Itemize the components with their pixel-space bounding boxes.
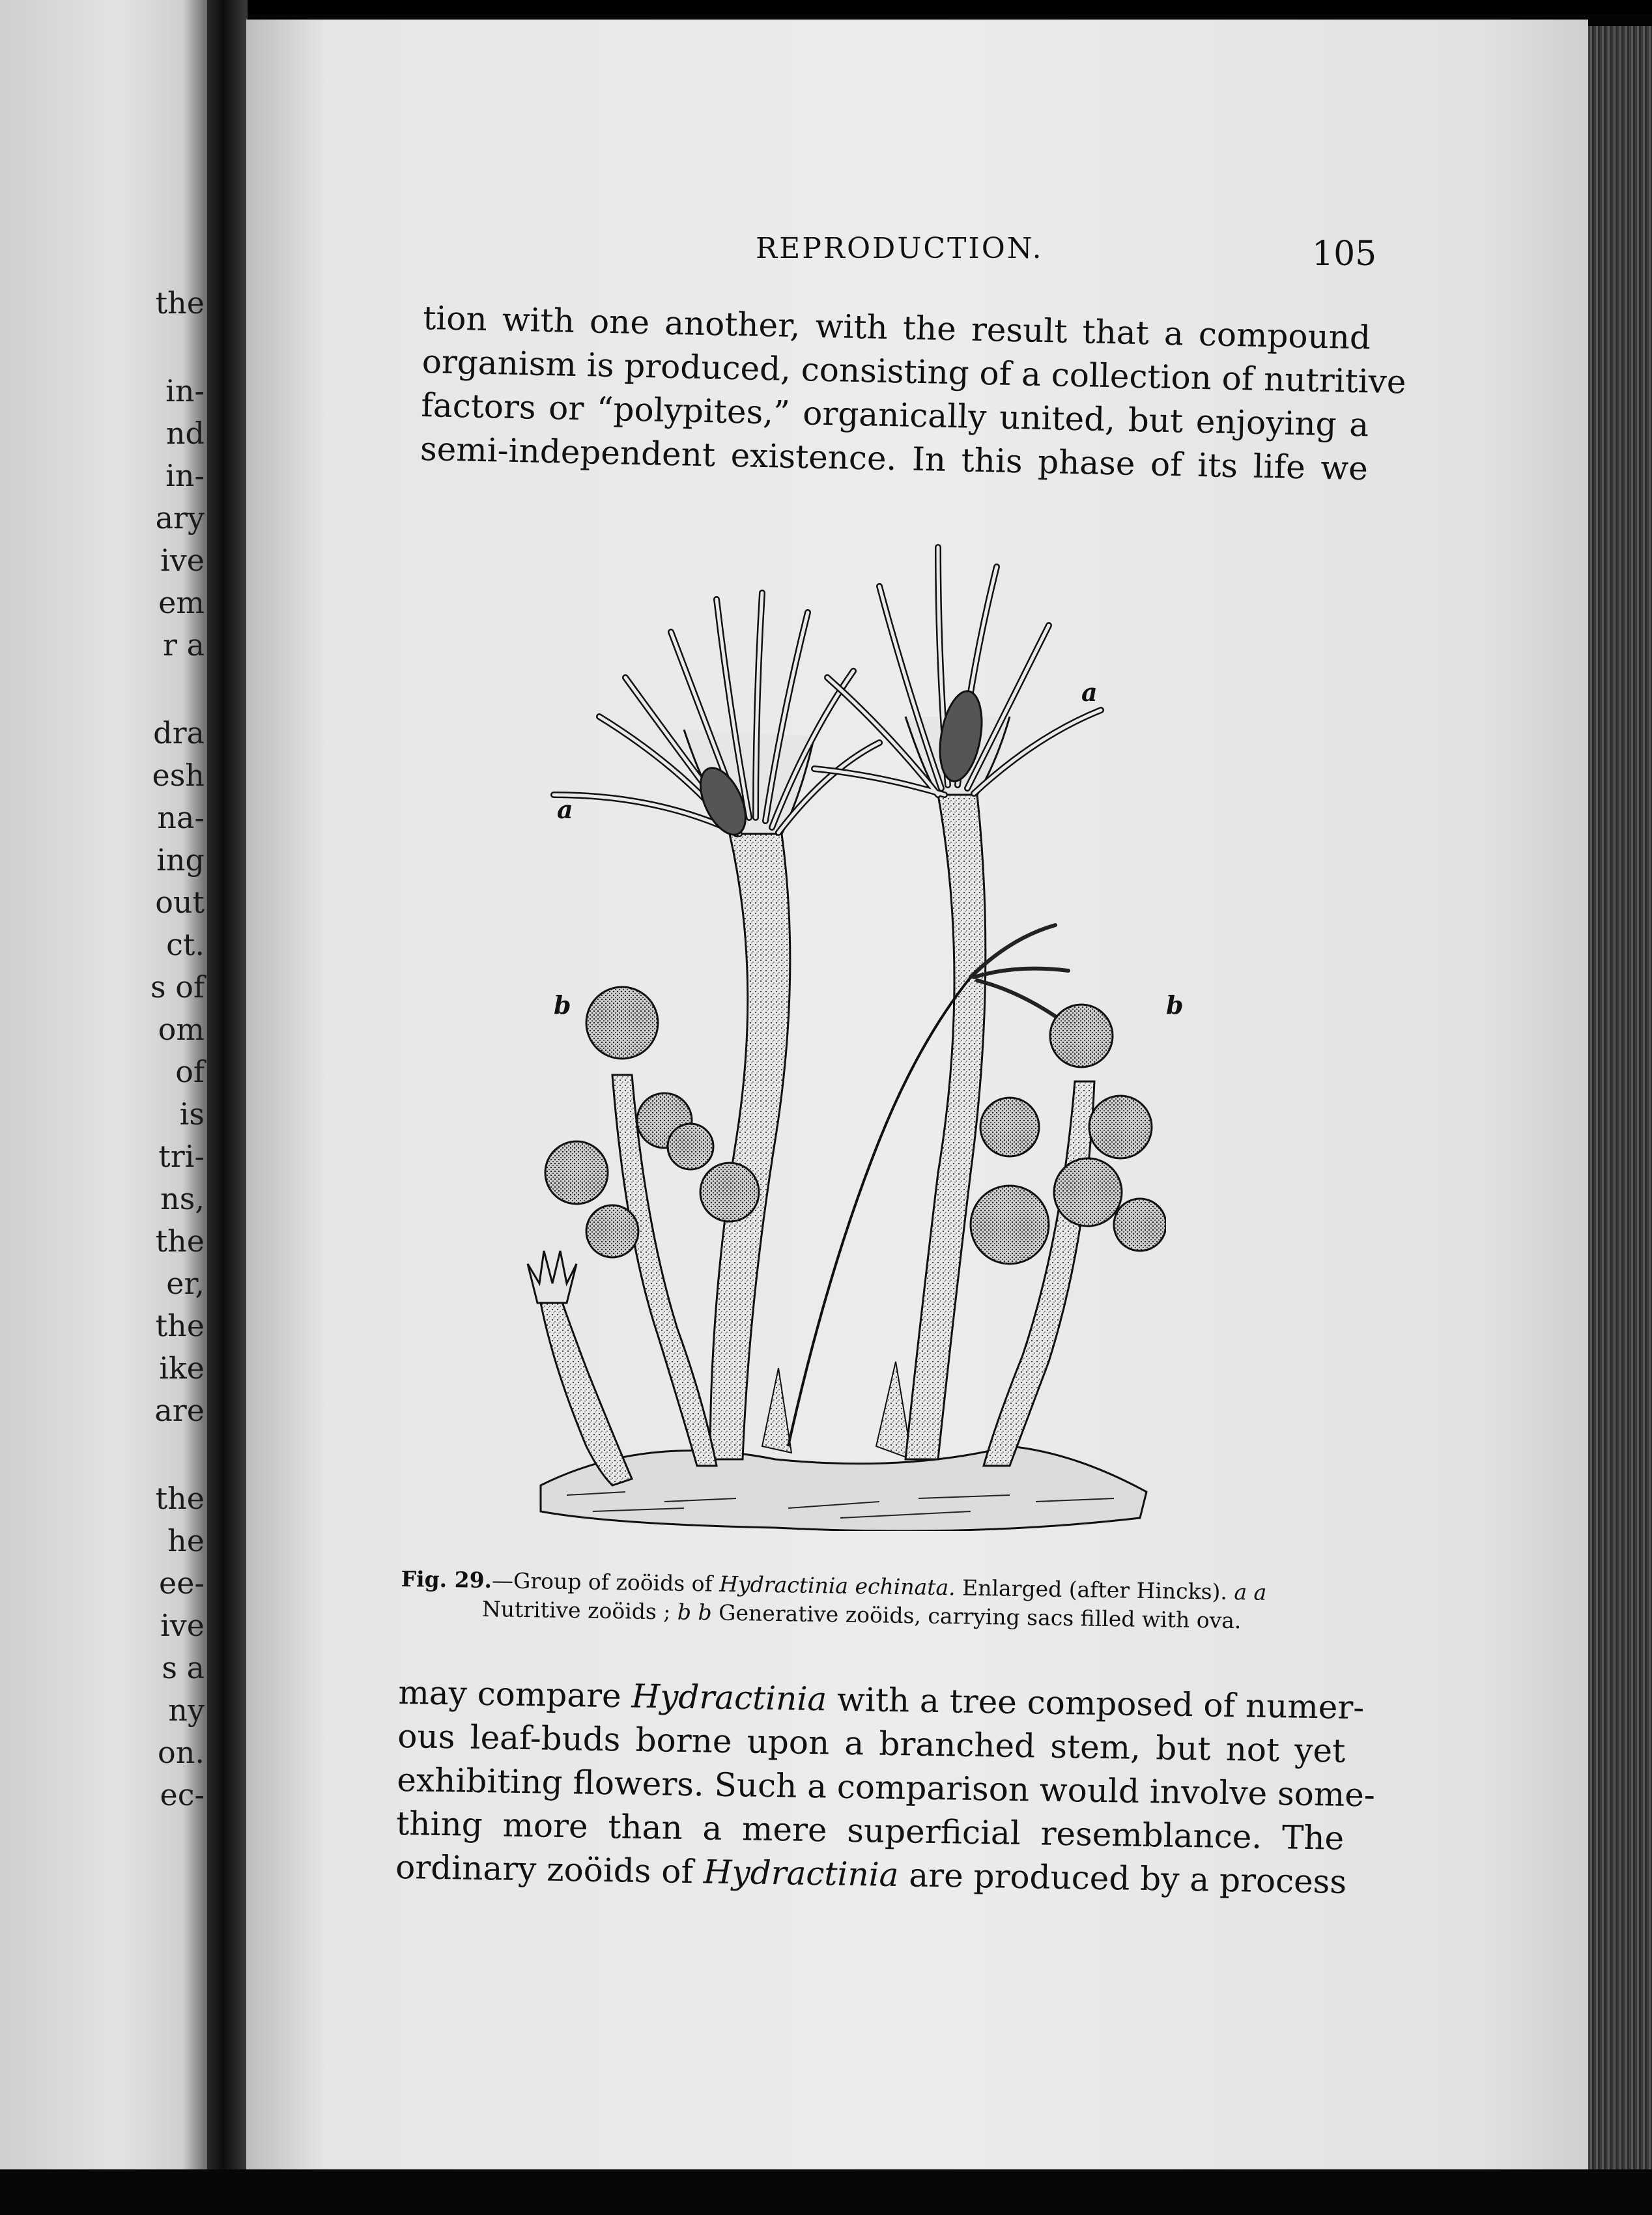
left-page-fragment: of bbox=[175, 1054, 205, 1089]
body-paragraph-top bbox=[420, 296, 1407, 491]
left-page-fragment: ing bbox=[156, 842, 205, 878]
caption-text: Enlarged (after Hincks). bbox=[955, 1575, 1234, 1605]
left-page-fragment: the bbox=[155, 1223, 205, 1259]
figure-label-b-right: b bbox=[1166, 990, 1184, 1020]
left-page-fragment: na- bbox=[157, 800, 205, 835]
left-page-fragment: r a bbox=[162, 627, 205, 663]
body-line: organism is produced, consisting of a collection of nutritive bbox=[421, 342, 1407, 401]
species-name: Hydractinia bbox=[703, 1853, 899, 1894]
body-text: may compare bbox=[398, 1673, 632, 1715]
left-page-fragment: the bbox=[155, 285, 205, 321]
body-line: ous leaf-buds borne upon a branched stem, but not yet bbox=[397, 1717, 1346, 1770]
left-page-fragment: ary bbox=[155, 500, 205, 536]
caption-text: Generative zoöids, carrying sacs filled with ova. bbox=[711, 1599, 1242, 1634]
figure-label-a-right: a bbox=[1081, 678, 1098, 707]
left-page-fragment: nd bbox=[165, 416, 205, 451]
caption-text: Nutritive zoöids ; bbox=[481, 1595, 678, 1625]
left-page-fragment: tri- bbox=[158, 1139, 205, 1174]
figure-label-b-left: b bbox=[554, 990, 571, 1020]
caption-text: —Group of zoöids of bbox=[491, 1567, 720, 1597]
page-number: 105 bbox=[1312, 235, 1377, 274]
left-page-fragment: em bbox=[158, 585, 205, 620]
left-page-fragment: ns, bbox=[160, 1181, 205, 1216]
caption-label-aa: a a bbox=[1234, 1579, 1267, 1605]
left-page-fragment: ee- bbox=[159, 1565, 205, 1601]
body-line: semi-independent existence. In this phase of its life we bbox=[420, 429, 1369, 488]
young-zooid bbox=[528, 1251, 632, 1485]
left-page-fragment: ec- bbox=[160, 1777, 205, 1812]
left-page-fragment: ike bbox=[159, 1350, 205, 1386]
left-page-fragment: ive bbox=[160, 543, 205, 578]
caption-species: Hydractinia echinata. bbox=[719, 1571, 956, 1601]
body-line: exhibiting flowers. Such a comparison would involve some- bbox=[396, 1760, 1376, 1814]
left-page-fragment: ny bbox=[168, 1693, 205, 1728]
book-gutter bbox=[207, 0, 248, 2169]
body-text: ordinary zoöids of bbox=[395, 1848, 704, 1891]
body-paragraph-bottom bbox=[395, 1671, 1376, 1904]
body-text: with a tree composed of numer- bbox=[826, 1680, 1365, 1727]
species-name: Hydractinia bbox=[631, 1677, 827, 1719]
figure-label-a-left: a bbox=[557, 795, 573, 824]
left-page-fragment: er, bbox=[166, 1266, 205, 1301]
left-page-fragment: dra bbox=[153, 715, 205, 750]
left-page-fragment: in- bbox=[165, 458, 205, 493]
body-line: tion with one another, with the result that a compound bbox=[422, 298, 1371, 357]
left-page-fragment: out bbox=[155, 885, 205, 920]
left-page-fragment: are bbox=[154, 1393, 205, 1428]
bottom-edge bbox=[0, 2169, 1652, 2215]
body-line: thing more than a mere superficial resemblance. The bbox=[395, 1804, 1345, 1857]
substrate bbox=[541, 1362, 1146, 1531]
hydractinia-drawing bbox=[515, 521, 1166, 1531]
body-line: factors or “polypites,” organically united, but enjoying a bbox=[420, 386, 1369, 444]
left-page-fragment: the bbox=[155, 1308, 205, 1343]
caption-label-bb: b b bbox=[677, 1599, 712, 1625]
hydractinia-illustration bbox=[515, 521, 1184, 1531]
body-text: are produced by a process bbox=[898, 1856, 1347, 1901]
running-head: REPRODUCTION. bbox=[756, 232, 1044, 265]
left-page-fragment: on. bbox=[158, 1735, 205, 1770]
left-page-fragment: is bbox=[179, 1096, 205, 1132]
figure-number: Fig. 29. bbox=[401, 1565, 492, 1593]
left-page-fragment: ct. bbox=[166, 927, 205, 962]
left-page-fragment: in- bbox=[165, 373, 205, 408]
generative-zooid-right bbox=[971, 1005, 1166, 1466]
left-page-fragment: the bbox=[155, 1481, 205, 1516]
left-page-fragment: s of bbox=[150, 969, 205, 1005]
left-page-fragment: om bbox=[158, 1012, 205, 1047]
left-page-fragment: ive bbox=[160, 1608, 205, 1643]
left-page-fragment: s a bbox=[162, 1650, 205, 1685]
page-fore-edge bbox=[1588, 26, 1652, 2182]
left-page bbox=[0, 0, 215, 2169]
left-page-fragment: esh bbox=[152, 758, 205, 793]
top-edge bbox=[0, 0, 1652, 14]
left-page-fragment: he bbox=[167, 1523, 205, 1558]
